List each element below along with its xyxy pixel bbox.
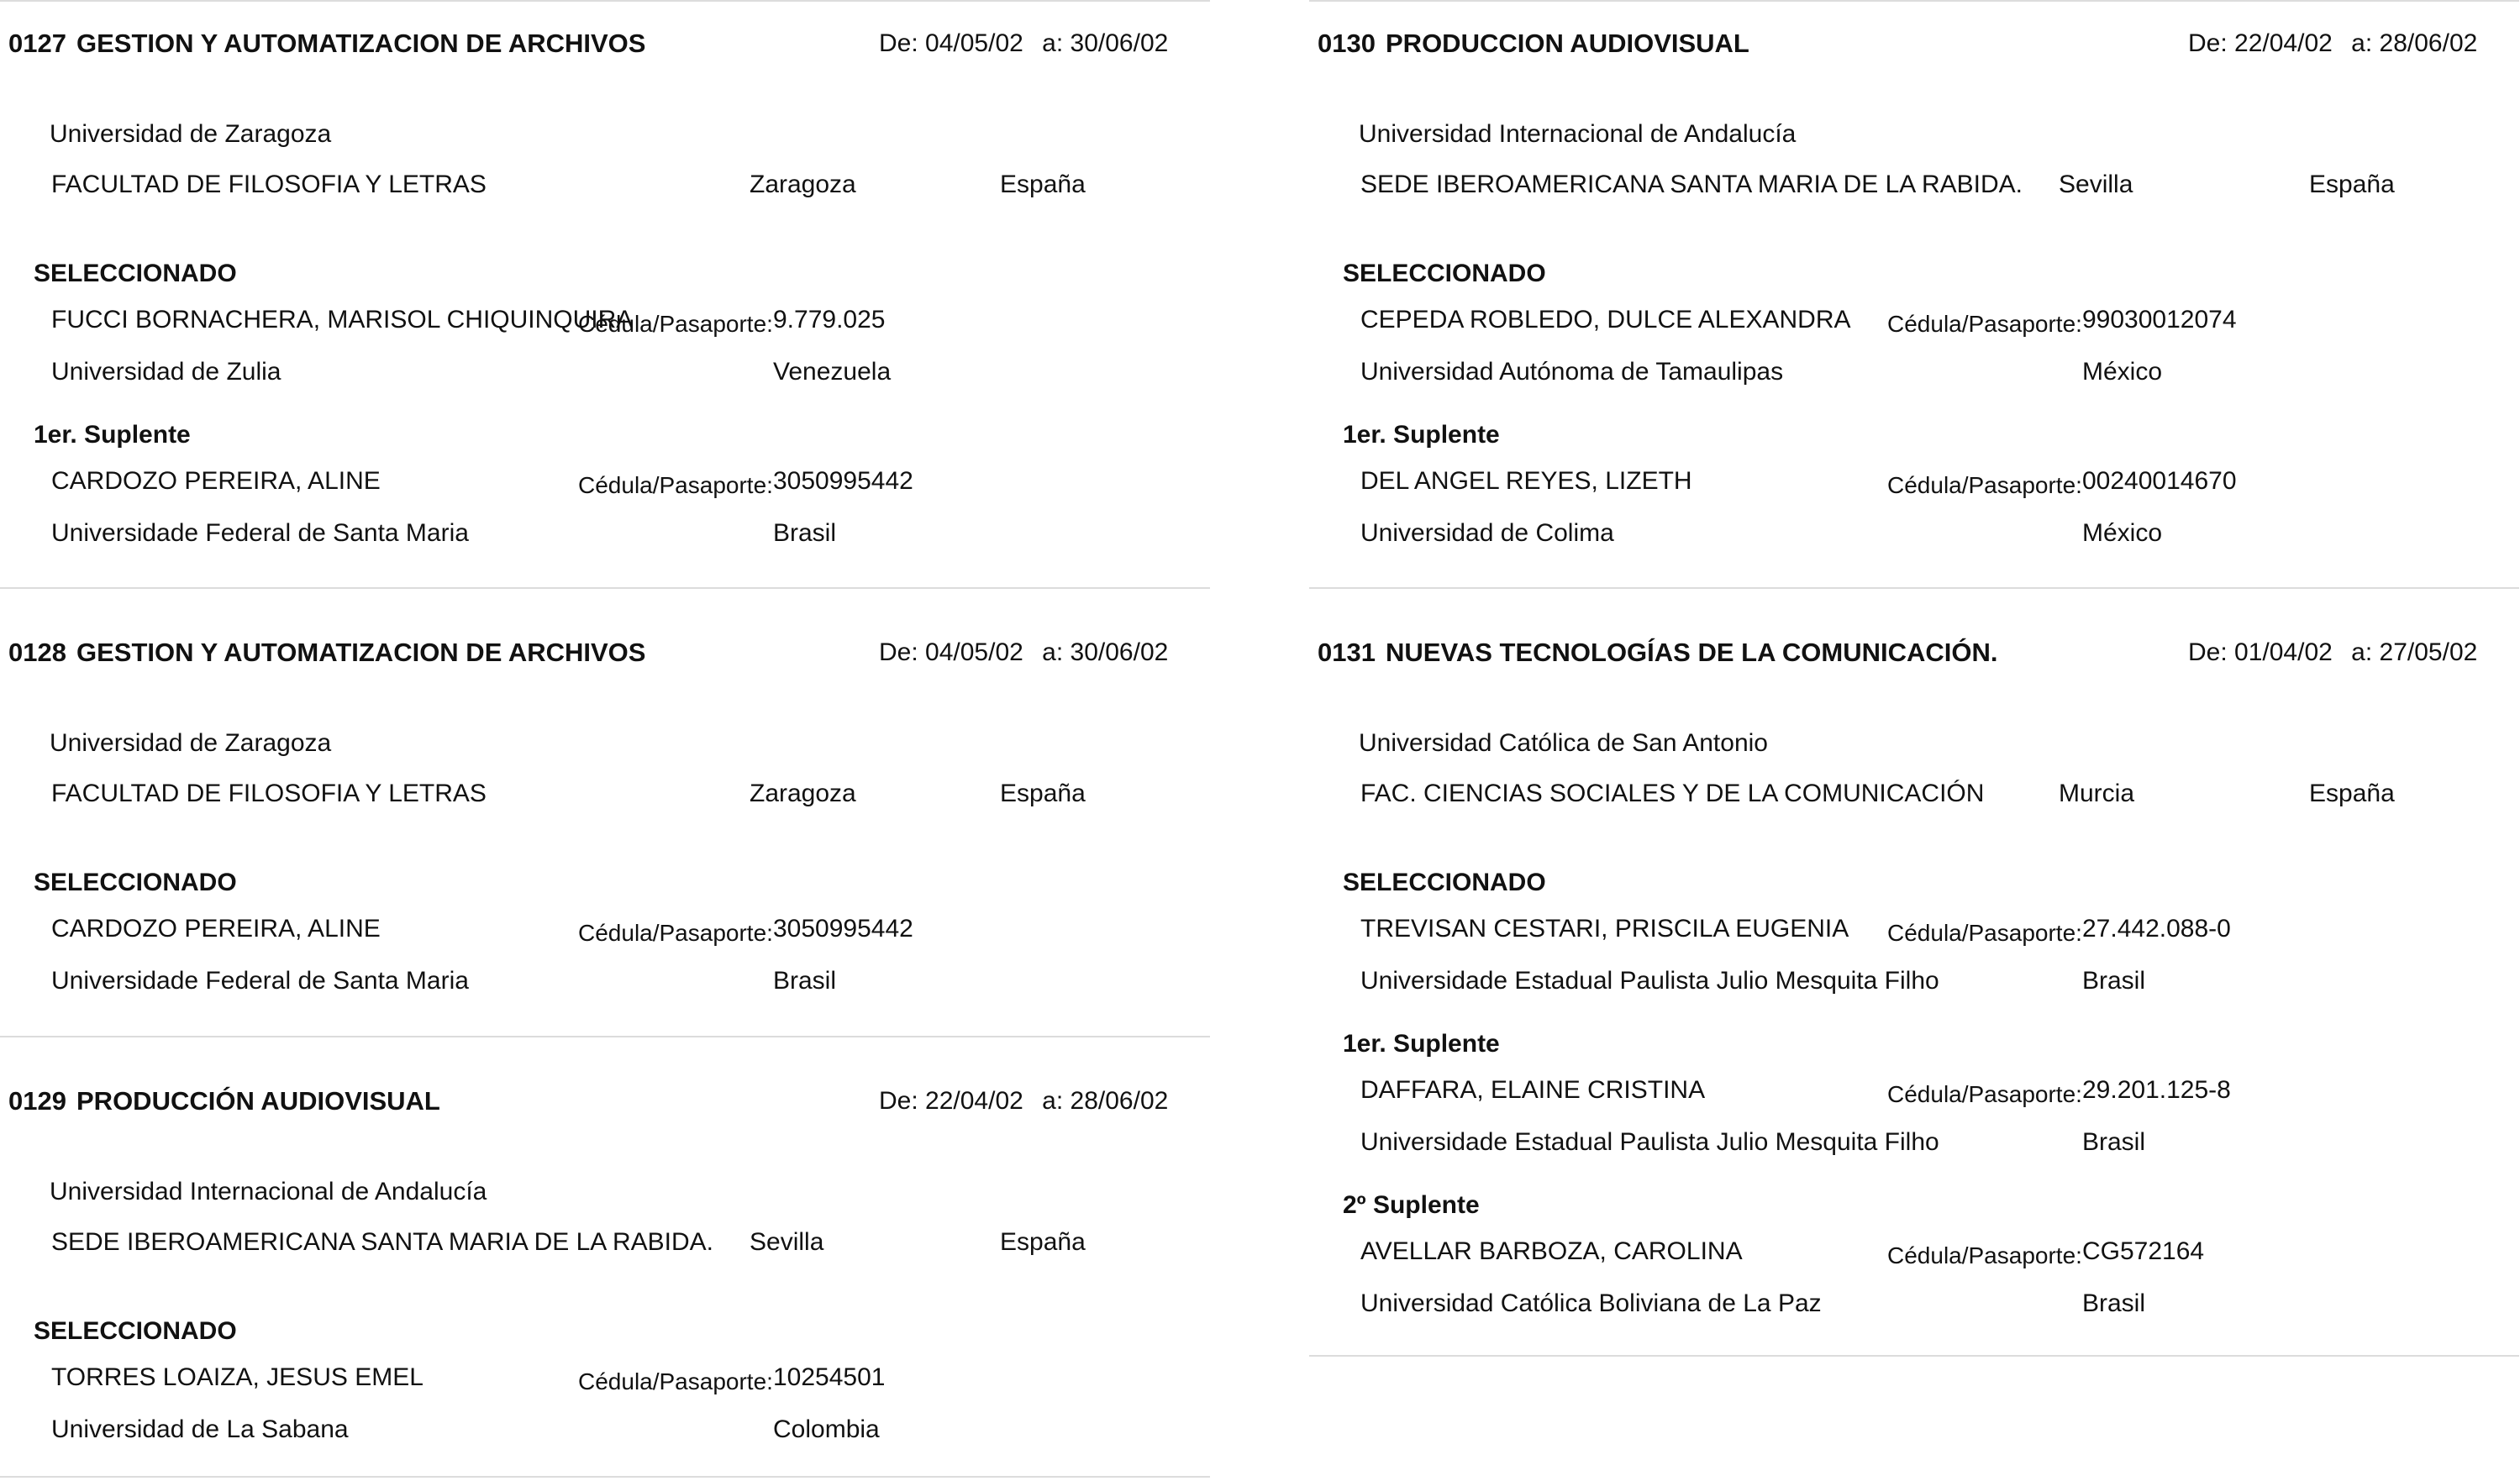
candidate-university: Universidad de La Sabana	[51, 1415, 349, 1443]
program-title: GESTION Y AUTOMATIZACION DE ARCHIVOS	[76, 638, 646, 667]
host-university: Universidad de Zaragoza	[50, 120, 332, 148]
document-label: Cédula/Pasaporte:	[578, 920, 773, 946]
document-label: Cédula/Pasaporte:	[578, 311, 773, 337]
date-from: 22/04/02	[2234, 29, 2333, 57]
candidate-role: 1er. Suplente	[34, 421, 191, 449]
candidate-university: Universidade Federal de Santa Maria	[51, 519, 469, 547]
candidate-country: Colombia	[773, 1415, 880, 1443]
host-city: Sevilla	[2059, 171, 2133, 198]
candidate-id: 29.201.125-8	[2082, 1076, 2231, 1104]
candidate-university: Universidade Federal de Santa Maria	[51, 967, 469, 995]
program-code: 0131	[1318, 638, 1376, 667]
candidate-id: 3050995442	[773, 467, 913, 495]
candidate-id: 00240014670	[2082, 467, 2237, 495]
host-country: España	[1000, 171, 1086, 198]
candidate-university: Universidad de Zulia	[51, 358, 281, 386]
host-country: España	[2309, 780, 2395, 807]
document-label: Cédula/Pasaporte:	[1887, 920, 2082, 946]
program-record	[1309, 587, 2519, 1360]
program-record	[0, 587, 1210, 1036]
divider	[1309, 0, 2519, 2]
date-to: 28/06/02	[2379, 29, 2478, 57]
candidate-country: Venezuela	[773, 358, 892, 386]
left-column	[0, 0, 1210, 1481]
date-from: 01/04/02	[2234, 638, 2333, 666]
program-record	[0, 0, 1210, 587]
candidate-name: DEL ANGEL REYES, LIZETH	[1360, 467, 1692, 495]
candidate-id: CG572164	[2082, 1237, 2205, 1265]
candidate-name: DAFFARA, ELAINE CRISTINA	[1360, 1076, 1706, 1104]
candidate-name: TORRES LOAIZA, JESUS EMEL	[51, 1363, 424, 1391]
candidate-name: CARDOZO PEREIRA, ALINE	[51, 467, 381, 495]
date-from-label: De:	[2188, 29, 2228, 57]
candidate-id: 3050995442	[773, 915, 913, 943]
candidate-name: FUCCI BORNACHERA, MARISOL CHIQUINQUIRA	[51, 306, 634, 333]
candidate-name: TREVISAN CESTARI, PRISCILA EUGENIA	[1360, 915, 1849, 943]
candidate-country: Brasil	[2082, 1289, 2146, 1317]
candidate-role: SELECCIONADO	[1343, 869, 1546, 896]
host-university: Universidad Católica de San Antonio	[1359, 729, 1768, 757]
host-city: Murcia	[2059, 780, 2135, 807]
candidate-name: AVELLAR BARBOZA, CAROLINA	[1360, 1237, 1743, 1265]
host-country: España	[1000, 1228, 1086, 1256]
host-faculty: SEDE IBEROAMERICANA SANTA MARIA DE LA RABIDA.	[1360, 171, 2023, 198]
candidate-university: Universidade Estadual Paulista Julio Mesquita Filho	[1360, 967, 1939, 995]
candidate-country: México	[2082, 519, 2163, 547]
host-faculty: SEDE IBEROAMERICANA SANTA MARIA DE LA RABIDA.	[51, 1228, 713, 1256]
candidate-university: Universidad de Colima	[1360, 519, 1614, 547]
program-title: NUEVAS TECNOLOGÍAS DE LA COMUNICACIÓN.	[1386, 638, 1998, 667]
date-to-label: a:	[1042, 638, 1064, 666]
divider	[1309, 587, 2519, 589]
host-university: Universidad de Zaragoza	[50, 729, 332, 757]
date-to-label: a:	[2351, 29, 2373, 57]
host-faculty: FACULTAD DE FILOSOFIA Y LETRAS	[51, 780, 487, 807]
document-label: Cédula/Pasaporte:	[1887, 472, 2082, 498]
date-from-label: De:	[879, 1087, 918, 1115]
date-from-label: De:	[2188, 638, 2228, 666]
divider	[0, 1036, 1210, 1037]
document-label: Cédula/Pasaporte:	[1887, 1081, 2082, 1107]
candidate-role: SELECCIONADO	[34, 869, 237, 896]
candidate-country: Brasil	[2082, 1128, 2146, 1156]
date-from-label: De:	[879, 29, 918, 57]
candidate-id: 99030012074	[2082, 306, 2237, 333]
document-label: Cédula/Pasaporte:	[578, 472, 773, 498]
program-code: 0127	[8, 29, 66, 58]
date-from-label: De:	[879, 638, 918, 666]
candidate-country: Brasil	[773, 519, 837, 547]
host-country: España	[1000, 780, 1086, 807]
date-to-label: a:	[2351, 638, 2373, 666]
host-city: Zaragoza	[750, 171, 856, 198]
date-to: 30/06/02	[1070, 29, 1169, 57]
program-code: 0130	[1318, 29, 1376, 58]
candidate-id: 10254501	[773, 1363, 886, 1391]
candidate-role: 1er. Suplente	[1343, 1030, 1500, 1058]
date-to-label: a:	[1042, 1087, 1064, 1115]
date-from: 22/04/02	[925, 1087, 1023, 1115]
candidate-name: CARDOZO PEREIRA, ALINE	[51, 915, 381, 943]
date-to: 27/05/02	[2379, 638, 2478, 666]
date-from: 04/05/02	[925, 29, 1023, 57]
candidate-role: SELECCIONADO	[1343, 260, 1546, 287]
divider	[0, 0, 1210, 2]
document-label: Cédula/Pasaporte:	[1887, 311, 2082, 337]
host-country: España	[2309, 171, 2395, 198]
date-to: 30/06/02	[1070, 638, 1169, 666]
candidate-id: 27.442.088-0	[2082, 915, 2231, 943]
host-city: Zaragoza	[750, 780, 856, 807]
program-title: PRODUCCION AUDIOVISUAL	[1386, 29, 1749, 58]
program-title: PRODUCCIÓN AUDIOVISUAL	[76, 1086, 440, 1116]
candidate-name: CEPEDA ROBLEDO, DULCE ALEXANDRA	[1360, 306, 1851, 333]
divider	[0, 1476, 1210, 1478]
date-to: 28/06/02	[1070, 1087, 1169, 1115]
program-record	[1309, 0, 2519, 587]
program-title: GESTION Y AUTOMATIZACION DE ARCHIVOS	[76, 29, 646, 58]
candidate-university: Universidade Estadual Paulista Julio Mesquita Filho	[1360, 1128, 1939, 1156]
candidate-role: SELECCIONADO	[34, 1317, 237, 1345]
divider	[0, 587, 1210, 589]
host-university: Universidad Internacional de Andalucía	[50, 1178, 487, 1205]
document-label: Cédula/Pasaporte:	[1887, 1242, 2082, 1268]
candidate-role: 1er. Suplente	[1343, 421, 1500, 449]
right-column	[1309, 0, 2519, 1360]
candidate-country: Brasil	[773, 967, 837, 995]
program-code: 0129	[8, 1086, 66, 1116]
candidate-id: 9.779.025	[773, 306, 886, 333]
program-code: 0128	[8, 638, 66, 667]
document-label: Cédula/Pasaporte:	[578, 1368, 773, 1394]
divider	[1309, 1355, 2519, 1357]
candidate-role: 2º Suplente	[1343, 1191, 1480, 1219]
host-faculty: FACULTAD DE FILOSOFIA Y LETRAS	[51, 171, 487, 198]
candidate-country: México	[2082, 358, 2163, 386]
candidate-role: SELECCIONADO	[34, 260, 237, 287]
candidate-university: Universidad Católica Boliviana de La Paz	[1360, 1289, 1822, 1317]
candidate-university: Universidad Autónoma de Tamaulipas	[1360, 358, 1784, 386]
host-city: Sevilla	[750, 1228, 824, 1256]
host-university: Universidad Internacional de Andalucía	[1359, 120, 1797, 148]
program-record	[0, 1036, 1210, 1481]
date-to-label: a:	[1042, 29, 1064, 57]
date-from: 04/05/02	[925, 638, 1023, 666]
candidate-country: Brasil	[2082, 967, 2146, 995]
host-faculty: FAC. CIENCIAS SOCIALES Y DE LA COMUNICACIÓN	[1360, 780, 1985, 807]
